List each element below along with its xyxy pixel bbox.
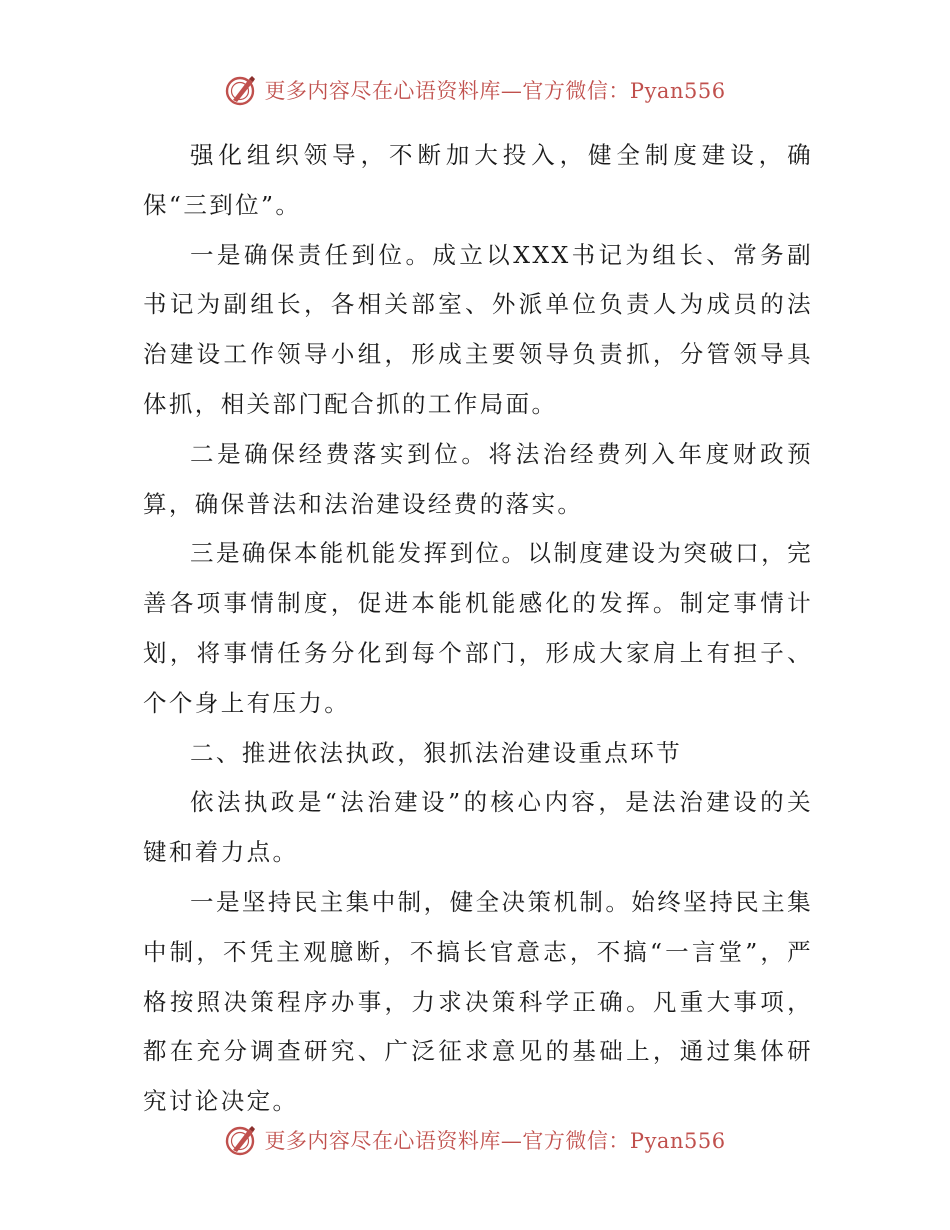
section-heading: 二、推进依法执政，狠抓法治建设重点环节 [190,738,683,767]
document-body [143,131,813,1127]
paragraph-3: 二是确保经费落实到位。将法治经费列入年度财政预算，确保普法和法治建设经费的落实。 [143,439,813,518]
footer-banner-text: 更多内容尽在心语资料库—官方微信：Pyan556 [264,1129,726,1153]
header-banner [0,68,950,112]
red-pen-circle-logo-icon [224,1123,258,1157]
footer-banner [0,1118,950,1162]
paragraph-4: 三是确保本能机能发挥到位。以制度建设为突破口，完善各项事情制度，促进本能机能感化的发挥。制定事情计划，将事情任务分化到每个部门，形成大家肩上有担子、个个身上有压力。 [143,539,813,717]
header-banner-text: 更多内容尽在心语资料库—官方微信：Pyan556 [264,79,726,103]
paragraph-6: 一是坚持民主集中制，健全决策机制。始终坚持民主集中制，不凭主观臆断，不搞长官意志，不搞“一言堂”，严格按照决策程序办事，力求决策科学正确。凡重大事项，都在充分调查研究、广泛征求意见的基础上，通过集体研究讨论决定。 [143,887,813,1116]
paragraph-2: 一是确保责任到位。成立以XXX书记为组长、常务副书记为副组长，各相关部室、外派单位负责人为成员的法治建设工作领导小组，形成主要领导负责抓，分管领导具体抓，相关部门配合抓的工作局面。 [143,240,813,418]
red-pen-circle-logo-icon [224,73,258,107]
paragraph-5: 依法执政是“法治建设”的核心内容，是法治建设的关键和着力点。 [143,788,813,867]
paragraph-1: 强化组织领导，不断加大投入，健全制度建设，确保“三到位”。 [143,141,813,219]
